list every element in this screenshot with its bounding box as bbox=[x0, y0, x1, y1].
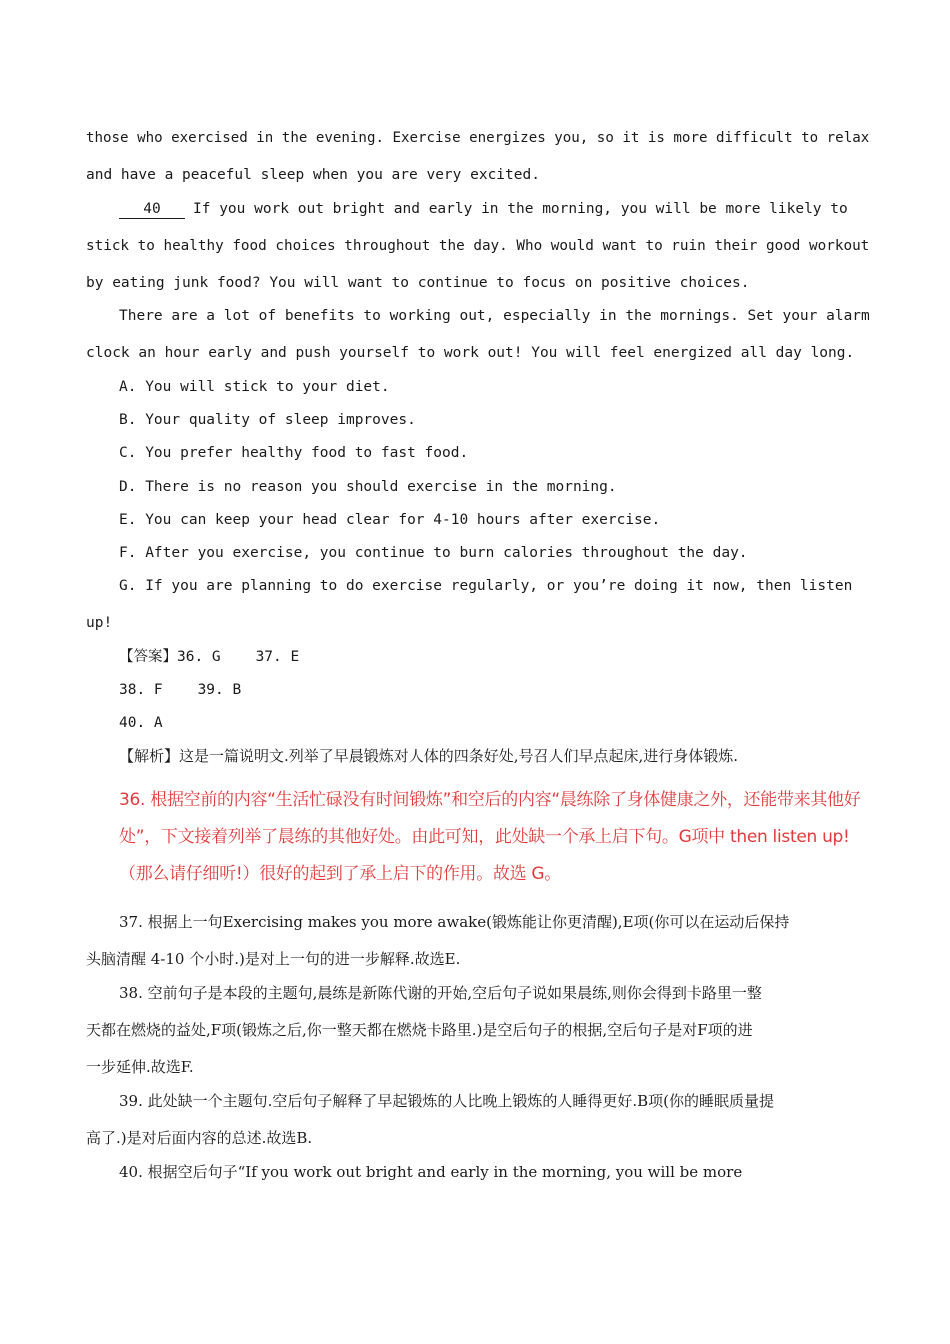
passage-line: those who exercised in the evening. Exercise energizes you, so it is more difficult to relax bbox=[86, 130, 870, 146]
option-g-continued: up! bbox=[86, 615, 113, 631]
option-f: F. After you exercise, you continue to burn calories throughout the day. bbox=[119, 545, 748, 561]
analysis-36-text: 36. 根据空前的内容“生活忙碌没有时间锻炼”和空后的内容“晨练除了身体健康之外，还能带来其他好处”，下文接着列举了晨练的其他好处。由此可知，此处缺一个承上启下句。G项中 then listen up!（那么请仔细听!）很好的起到了承上启下的作用。故选 G。 bbox=[119, 790, 861, 884]
passage-line: stick to healthy food choices throughout the day. Who would want to ruin their good workout bbox=[86, 238, 870, 254]
analysis-38-line: 38. 空前句子是本段的主题句,晨练是新陈代谢的开始,空后句子说如果晨练,则你会得到卡路里一整 bbox=[119, 984, 762, 1002]
passage-paragraph-40 bbox=[119, 199, 848, 219]
passage-line: There are a lot of benefits to working out, especially in the mornings. Set your alarm bbox=[119, 308, 870, 324]
answer-line: 38. F 39. B bbox=[119, 682, 242, 698]
passage-line: by eating junk food? You will want to continue to focus on positive choices. bbox=[86, 275, 750, 291]
analysis-intro: 【解析】这是一篇说明文.列举了早晨锻炼对人体的四条好处,号召人们早点起床,进行身体锻炼. bbox=[119, 747, 739, 765]
analysis-38-line: 一步延伸.故选F. bbox=[86, 1058, 194, 1076]
passage-line: If you work out bright and early in the morning, you will be more likely to bbox=[193, 201, 848, 217]
passage-line: and have a peaceful sleep when you are very excited. bbox=[86, 167, 540, 183]
analysis-39-line: 高了.)是对后面内容的总述.故选B. bbox=[86, 1129, 313, 1147]
option-a: A. You will stick to your diet. bbox=[119, 379, 390, 395]
analysis-39-line: 39. 此处缺一个主题句.空后句子解释了早起锻炼的人比晚上锻炼的人睡得更好.B项(你的睡眠质量提 bbox=[119, 1092, 775, 1110]
analysis-40-line: 40. 根据空后句子“If you work out bright and early in the morning, you will be more bbox=[119, 1163, 743, 1181]
option-g: G. If you are planning to do exercise regularly, or you’re doing it now, then listen bbox=[119, 578, 853, 594]
option-e: E. You can keep your head clear for 4-10 hours after exercise. bbox=[119, 512, 661, 528]
answer-line: 【答案】36. G 37. E bbox=[119, 649, 300, 665]
passage-line: clock an hour early and push yourself to work out! You will feel energized all day long. bbox=[86, 345, 855, 361]
answer-line: 40. A bbox=[119, 715, 163, 731]
option-c: C. You prefer healthy food to fast food. bbox=[119, 445, 469, 461]
analysis-36-highlighted bbox=[86, 782, 876, 893]
analysis-38-line: 天都在燃烧的益处,F项(锻炼之后,你一整天都在燃烧卡路里.)是空后句子的根据,空后句子是对F项的进 bbox=[86, 1021, 753, 1039]
blank-40: 40 bbox=[119, 201, 185, 219]
option-b: B. Your quality of sleep improves. bbox=[119, 412, 416, 428]
analysis-37-line: 37. 根据上一句Exercising makes you more awake(锻炼能让你更清醒),E项(你可以在运动后保持 bbox=[119, 913, 790, 931]
option-d: D. There is no reason you should exercise in the morning. bbox=[119, 479, 617, 495]
analysis-37-line: 头脑清醒 4-10 个小时.)是对上一句的进一步解释.故选E. bbox=[86, 950, 461, 968]
